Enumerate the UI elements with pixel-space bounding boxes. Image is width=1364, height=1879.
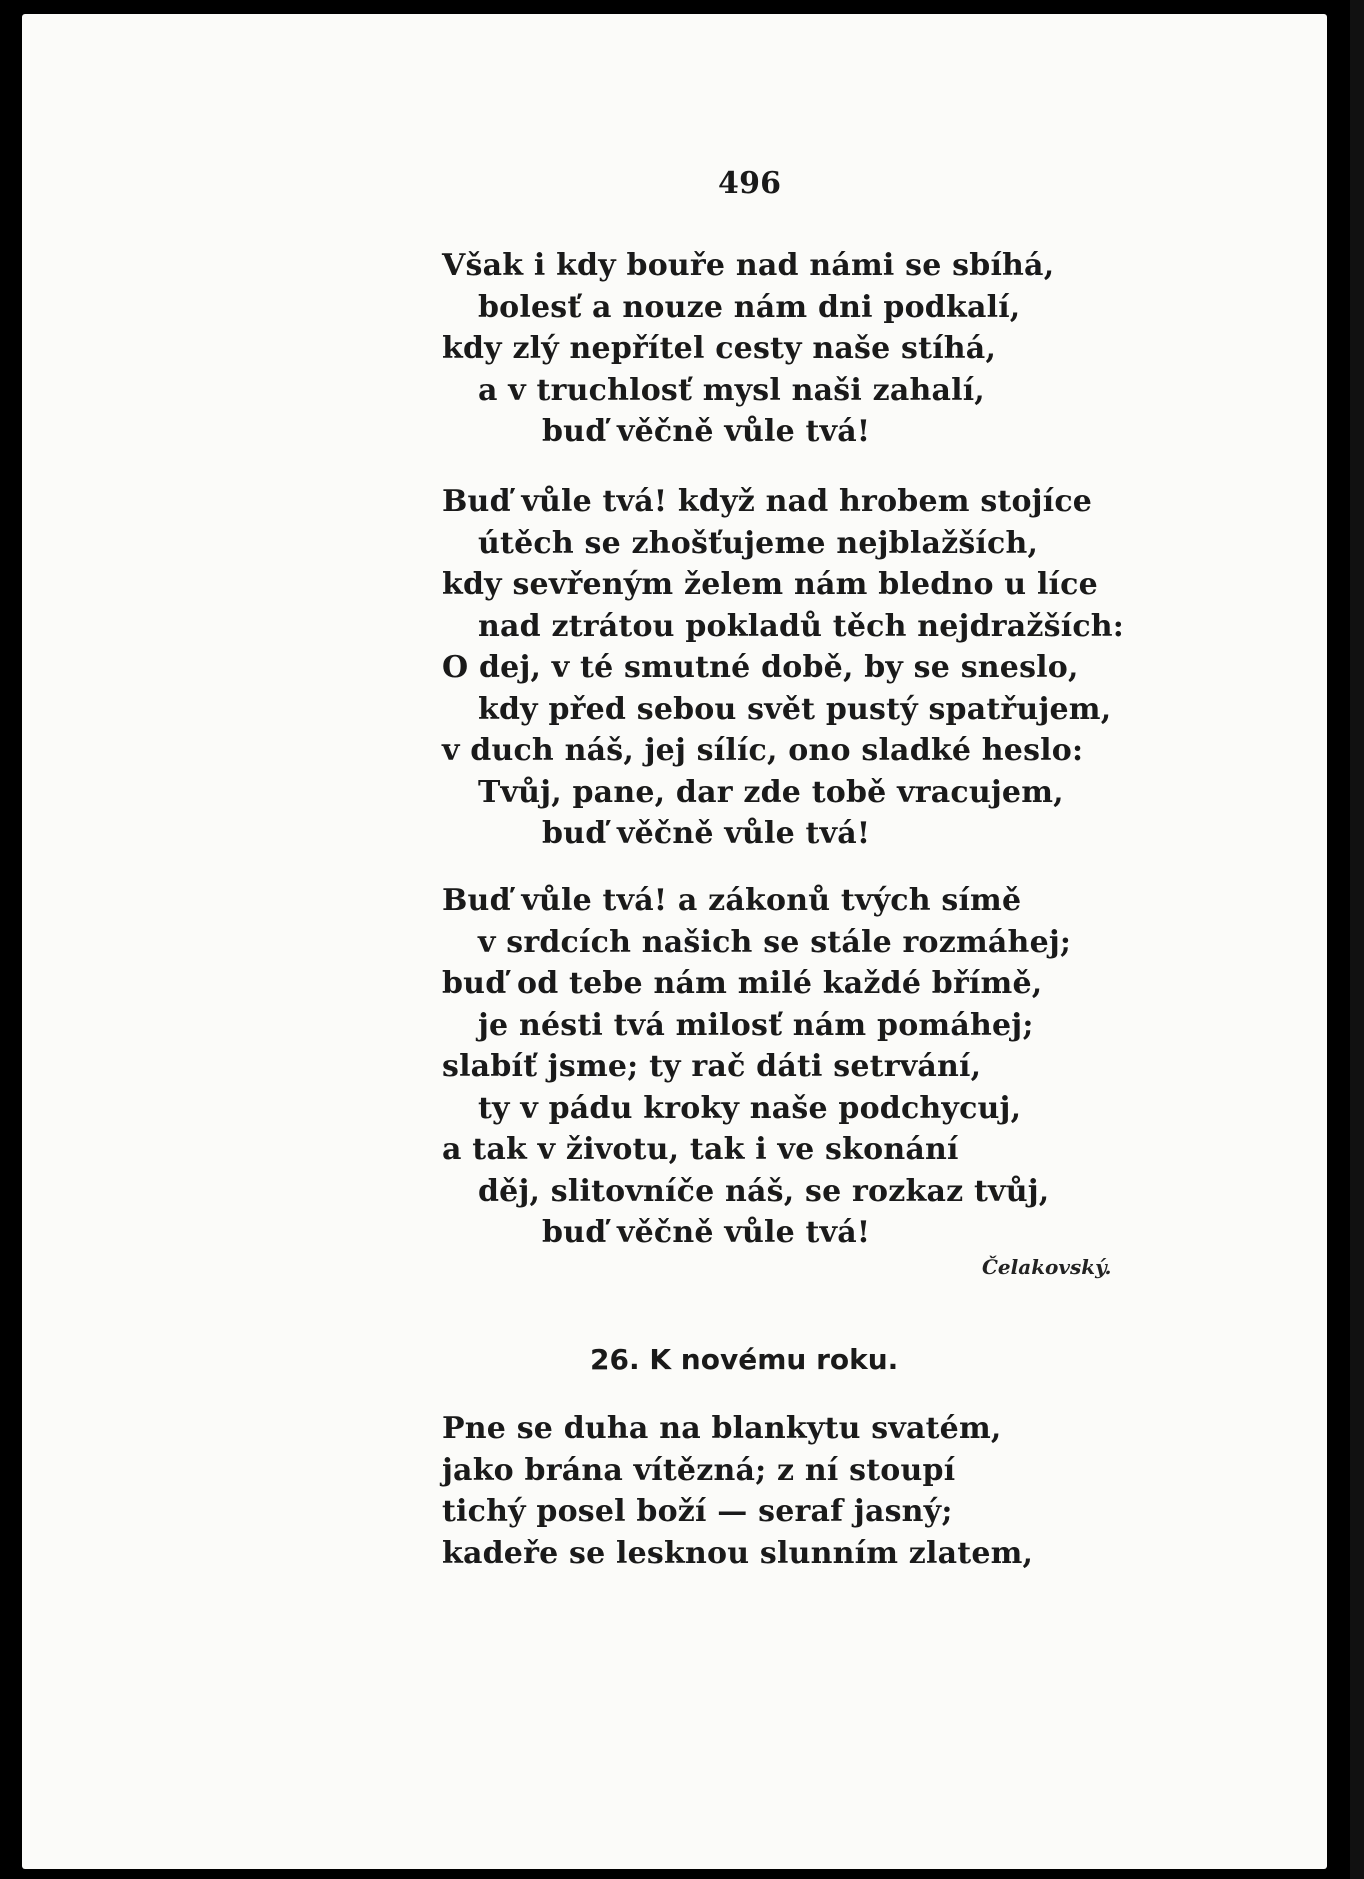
verse-line: Pne se duha na blankytu svatém,: [442, 1411, 1002, 1446]
verse-line: buď věčně vůle tvá!: [542, 1215, 871, 1250]
verse-line: tichý posel boží — seraf jasný;: [442, 1494, 953, 1529]
verse-line: v srdcích našich se stále rozmáhej;: [478, 924, 1072, 960]
verse-line: Tvůj, pane, dar zde tobě vracujem,: [478, 774, 1064, 810]
verse-line: slabíť jsme; ty rač dáti setrvání,: [442, 1049, 982, 1084]
verse-line: nad ztrátou pokladů těch nejdražších:: [478, 608, 1125, 644]
verse-line: ty v pádu kroky naše podchycuj,: [478, 1090, 1022, 1126]
page-number: 496: [718, 166, 782, 201]
verse-line: kadeře se lesknou slunním zlatem,: [442, 1535, 1034, 1571]
verse-line: Však i kdy bouře nad námi se sbíhá,: [442, 248, 1055, 283]
verse-line: útěch se zhošťujeme nejblažších,: [478, 525, 1039, 561]
verse-line: Buď vůle tvá! a zákonů tvých símě: [442, 883, 1022, 918]
verse-line: v duch náš, jej sílíc, ono sladké heslo:: [442, 733, 1084, 768]
verse-line: O dej, v té smutné době, by se sneslo,: [442, 650, 1079, 685]
verse-line: buď věčně vůle tvá!: [542, 816, 871, 851]
verse-line: jako brána vítězná; z ní stoupí: [442, 1452, 956, 1488]
stanza-3: [442, 880, 1071, 1254]
verse-line: buď od tebe nám milé každé břímě,: [442, 966, 1043, 1001]
verse-line: Buď vůle tvá! když nad hrobem stojíce: [442, 484, 1093, 519]
stanza-4: [442, 1408, 1033, 1574]
stanza-2: [442, 481, 1124, 855]
verse-line: kdy zlý nepřítel cesty naše stíhá,: [442, 331, 997, 366]
verse-line: kdy sevřeným želem nám bledno u líce: [442, 567, 1098, 602]
verse-line: buď věčně vůle tvá!: [542, 414, 871, 449]
verse-line: kdy před sebou svět pustý spatřujem,: [478, 691, 1112, 727]
author-signature: Čelakovský.: [982, 1255, 1112, 1279]
page-edge-shadow: [1350, 0, 1364, 1879]
verse-line: je nésti tvá milosť nám pomáhej;: [478, 1007, 1034, 1043]
verse-line: a v truchlosť mysl naši zahalí,: [478, 372, 985, 408]
verse-line: bolesť a nouze nám dni podkalí,: [478, 289, 1021, 325]
poem-title: 26. K novému roku.: [590, 1343, 899, 1376]
stanza-1: [442, 245, 1054, 453]
verse-line: a tak v životu, tak i ve skonání: [442, 1132, 959, 1167]
verse-line: děj, slitovníče náš, se rozkaz tvůj,: [478, 1173, 1050, 1209]
